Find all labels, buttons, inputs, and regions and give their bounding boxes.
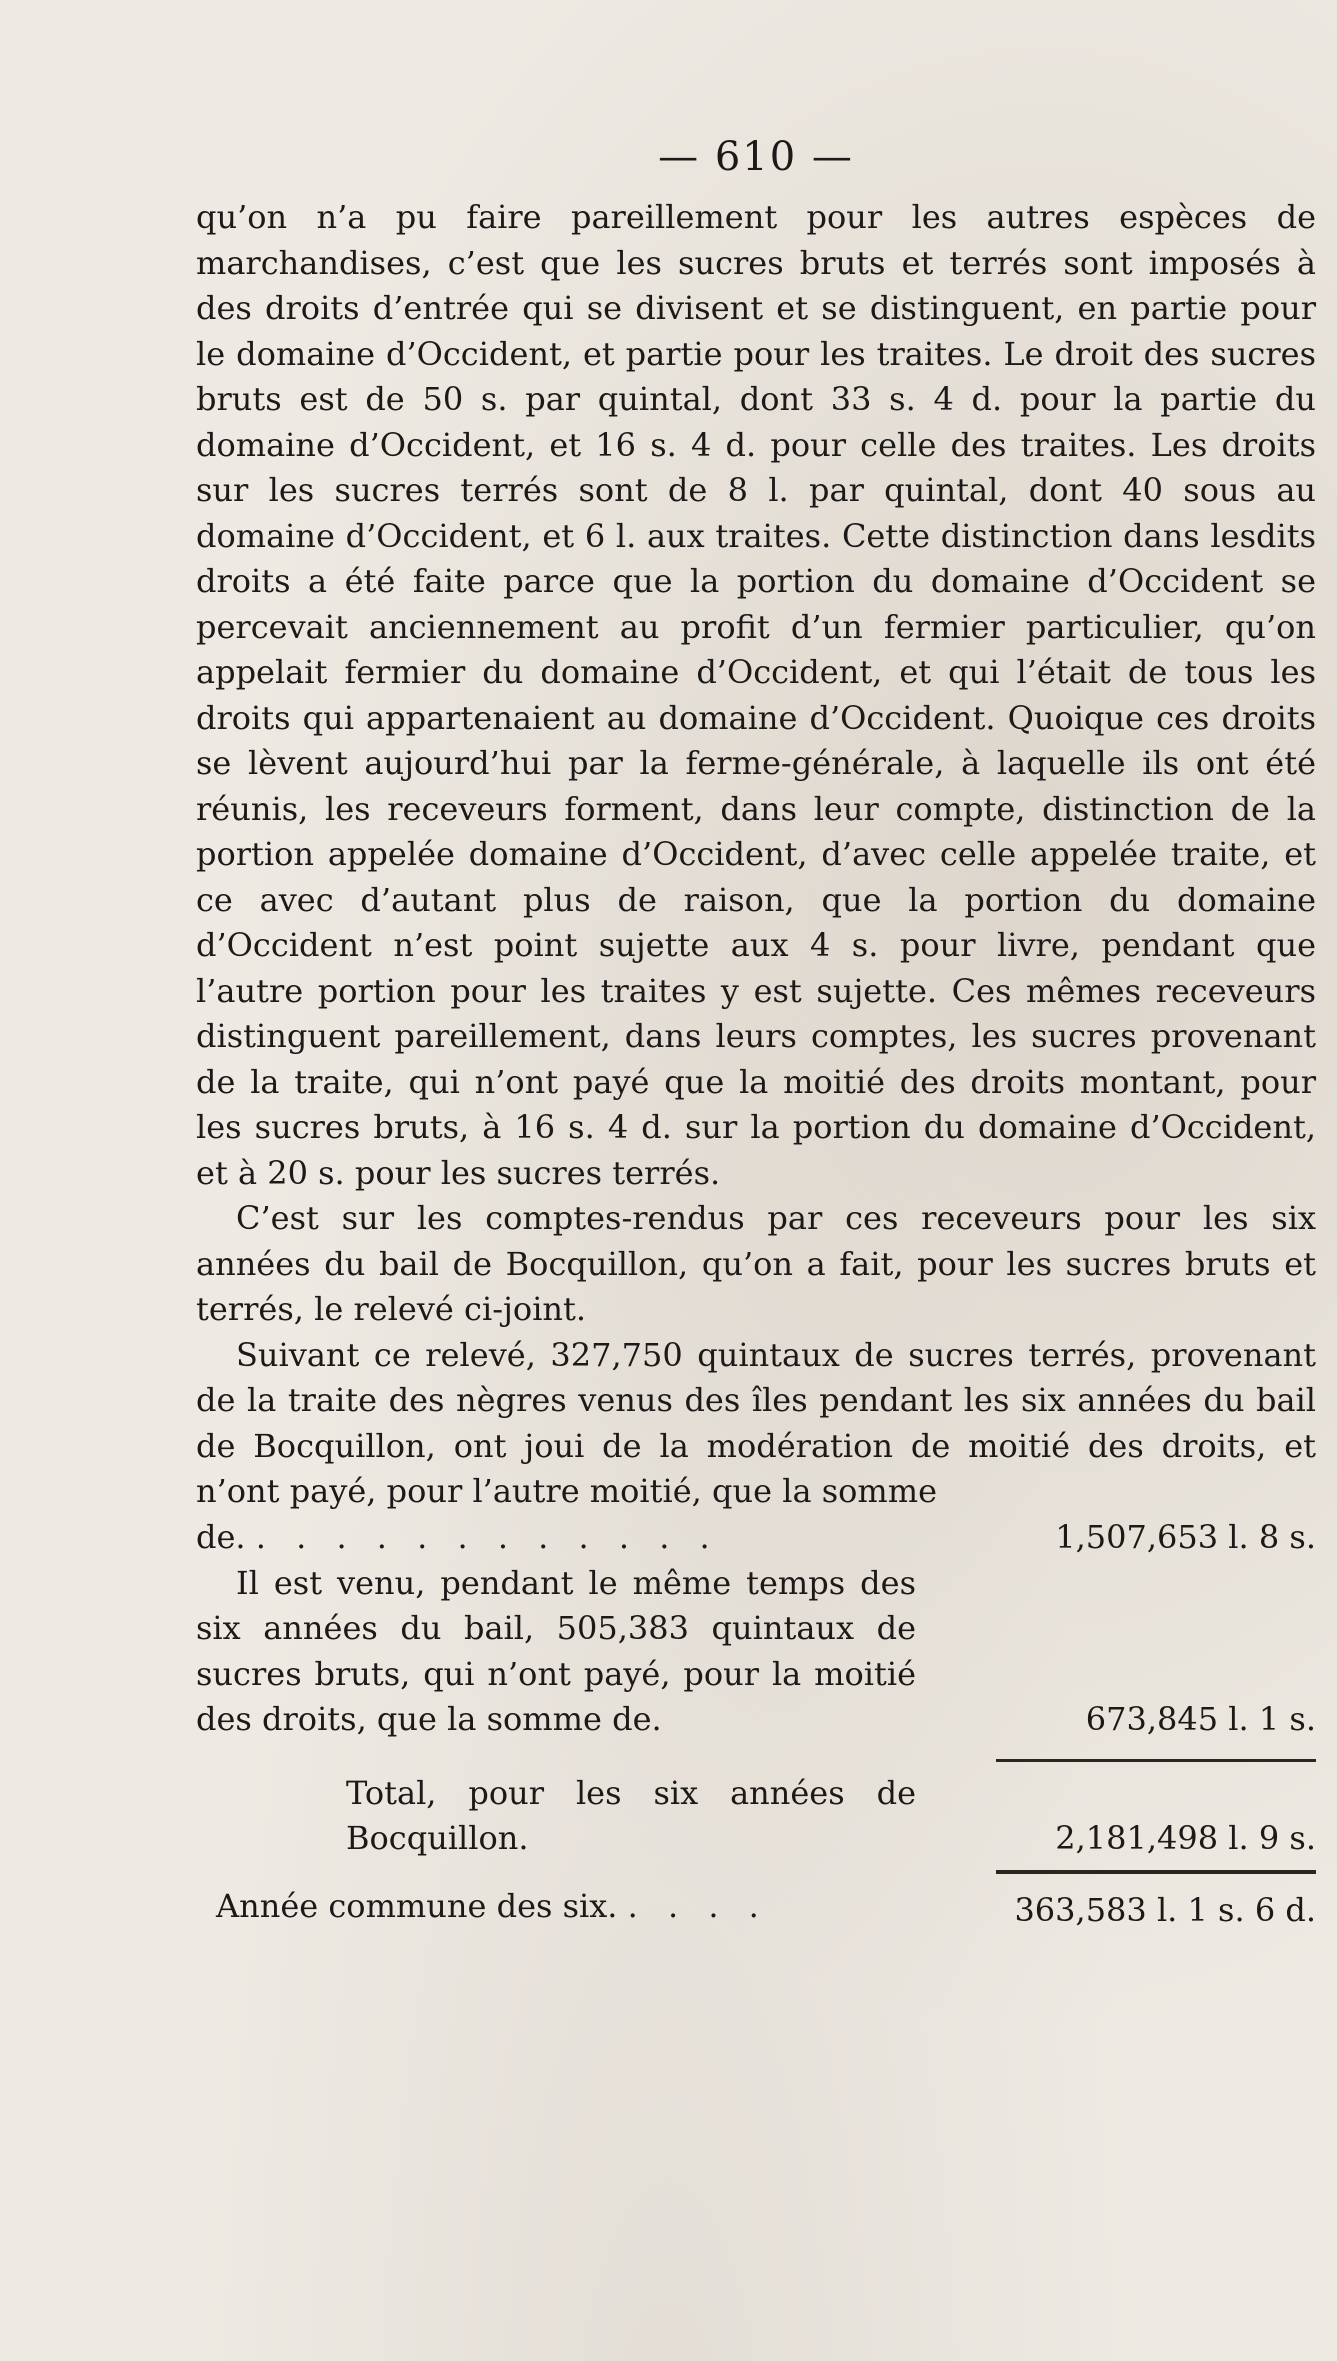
ledger-item2-text: Il est venu, pendant le même temps des six années du bail, 505,383 quintaux de sucres bruts, qui n’ont payé, pour la moitié des droits, que la somme de. [196, 1563, 916, 1738]
paragraph-1: qu’on n’a pu faire pareillement pour les autres espèces de marchandises, c’est que les sucres bruts et terrés sont imposés à des droits d’entrée qui se divisent et se distinguent, en partie pour le domaine d’Occident, et partie pour les traites. Le droit des sucres bruts est de 50 s. par quintal, dont 33 s. 4 d. pour la partie du domaine d’Occident, et 16 s. 4 d. pour celle des traites. Les droits sur les sucres terrés sont de 8 l. par quintal, dont 40 sous au domaine d’Occident, et 6 l. aux traites. Cette distinction dans lesdits droits a été faite parce que la portion du domaine d’Occident se percevait anciennement au profit d’un fermier particulier, qu’on appelait fermier du domaine d’Occident, et qui l’était de tous les droits qui appartenaient au domaine d’Occident. Quoique ces droits se lèvent aujourd’hui par la ferme-générale, à laquelle ils ont été réunis, les receveurs forment, dans leur compte, distinction de la portion appelée domaine d’Occident, d’avec celle appelée traite, et ce avec d’autant plus de raison, que la portion du domaine d’Occident n’est point sujette aux 4 s. pour livre, pendant que l’autre portion pour les traites y est sujette. Ces mêmes receveurs distinguent pareillement, dans leurs comptes, les sucres provenant de la traite, qui n’ont payé que la moitié des droits montant, pour les sucres bruts, à 16 s. 4 d. sur la portion du domaine d’Occident, et à 20 s. pour les sucres terrés. [196, 198, 1316, 1192]
leader-dots: . . . . [627, 1886, 769, 1925]
ledger-row-total [196, 1771, 1316, 1862]
ledger-intro-text: Suivant ce relevé, 327,750 quintaux de sucres terrés, provenant de la traite des nègres venus des îles pendant les six années du bail de Bocquillon, ont joui de la modération de moitié des droits, et n’ont payé, pour l’autre moitié, que la somme [196, 1335, 1316, 1510]
paragraph-2: C’est sur les comptes-rendus par ces receveurs pour les six années du bail de Bocquillon, qu’on a fait, pour les sucres bruts et terrés, le relevé ci-joint. [196, 1199, 1316, 1328]
ledger-row-terres [196, 1333, 1316, 1561]
text-column [196, 135, 1316, 1934]
page-number: — 610 — [658, 134, 854, 180]
average-label: Année commune des six. . . . . [216, 1886, 769, 1925]
total-label: Total, pour les six années de Bocquillon. [346, 1773, 916, 1857]
rule-total [996, 1870, 1316, 1874]
ledger-row-average [196, 1884, 1316, 1934]
ledger-intro-last: de. [196, 1518, 246, 1556]
leader-dots: . . . . . . . . . . . . [255, 1518, 720, 1556]
ledger-row-bruts [196, 1561, 1316, 1743]
amount-bruts: 673,845 l. 1 s. [1085, 1700, 1316, 1738]
average-amount: 363,583 l. 1 s. 6 d. [1014, 1891, 1316, 1929]
amount-terres: 1,507,653 l. 8 s. [1055, 1518, 1316, 1556]
ledger [196, 1333, 1316, 1934]
rule-subtotal [996, 1759, 1316, 1762]
total-amount: 2,181,498 l. 9 s. [1055, 1819, 1316, 1857]
